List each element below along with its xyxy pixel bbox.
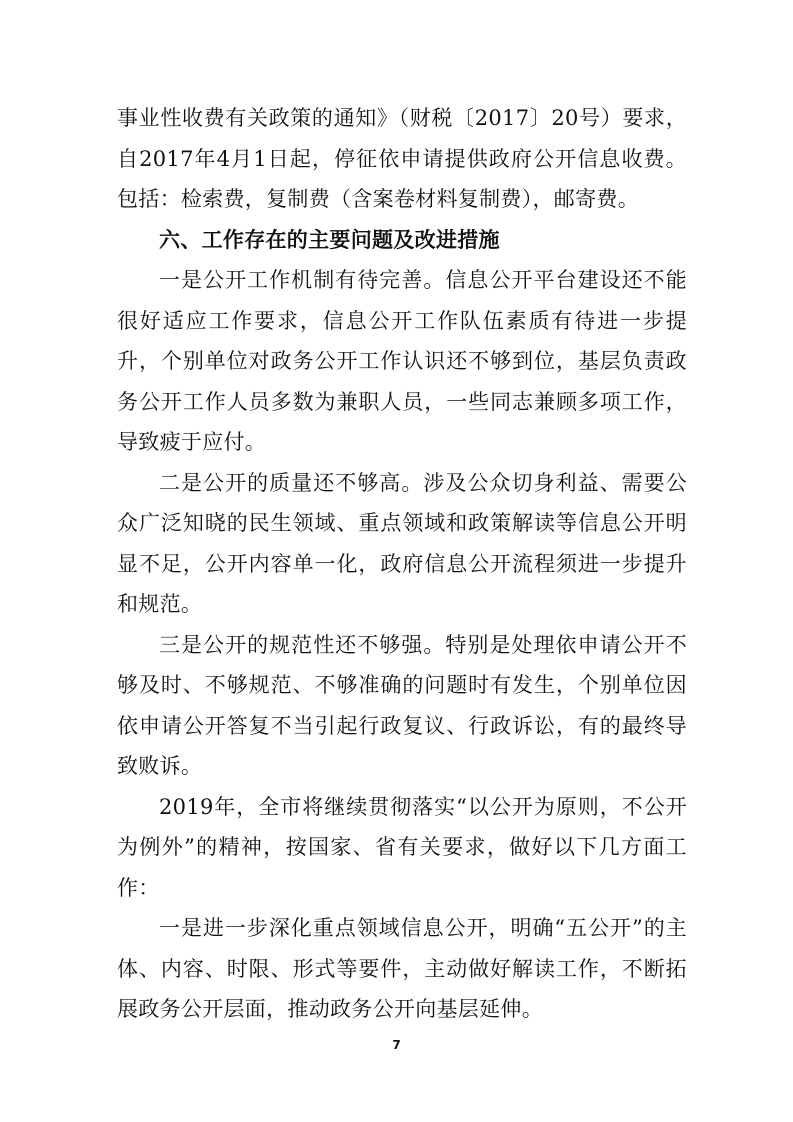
section-heading-six: 六、工作存在的主要问题及改进措施 bbox=[159, 227, 500, 252]
paragraph-measure-one: 一是进一步深化重点领域信息公开，明确“五公开”的主体、内容、时限、形式等要件，主动做好解读工作，不断拓展政务公开层面，推动政务公开向基层延伸。 bbox=[117, 916, 687, 1021]
page-number: 7 bbox=[392, 1038, 401, 1052]
paragraph-plan-2019: 2019年，全市将继续贯彻落实“以公开为原则，不公开为例外”的精神，按国家、省有关要求，做好以下几方面工作： bbox=[117, 794, 687, 900]
paragraph-problem-three: 三是公开的规范性还不够强。特别是处理依申请公开不够及时、不够规范、不够准确的问题时有发生，个别单位因依申请公开答复不当引起行政复议、行政诉讼，有的最终导致败诉。 bbox=[117, 632, 687, 778]
paragraph-problem-two: 二是公开的质量还不够高。涉及公众切身利益、需要公众广泛知晓的民生领域、重点领域和政策解读等信息公开明显不足，公开内容单一化，政府信息公开流程须进一步提升和规范。 bbox=[117, 470, 687, 616]
paragraph-problem-one: 一是公开工作机制有待完善。信息公开平台建设还不能很好适应工作要求，信息公开工作队伍素质有待进一步提升，个别单位对政务公开工作认识还不够到位，基层负责政务公开工作人员多数为兼职人员，一些同志兼顾多项工作，导致疲于应付。 bbox=[117, 268, 687, 454]
paragraph-continuation: 事业性收费有关政策的通知》（财税〔2017〕20号）要求，自2017年4月1日起，停征依申请提供政府公开信息收费。包括：检索费，复制费（含案卷材料复制费），邮寄费。 bbox=[117, 106, 687, 211]
document-body bbox=[117, 98, 687, 1030]
